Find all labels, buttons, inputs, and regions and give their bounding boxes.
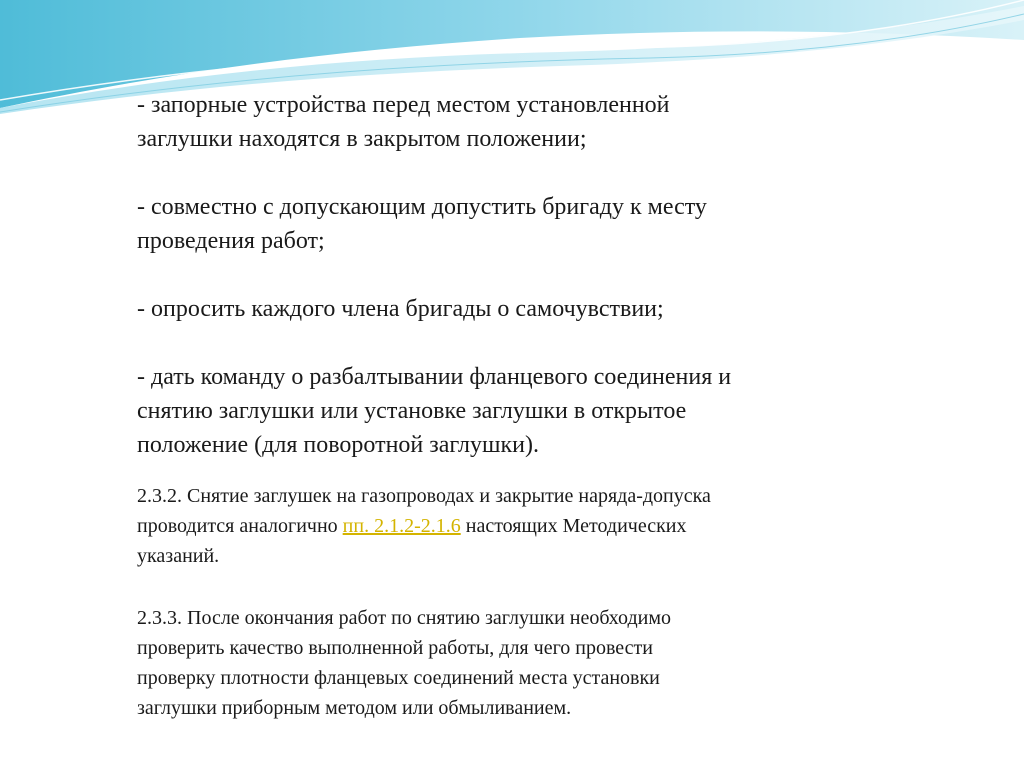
bullet-item <box>0 360 1024 462</box>
reference-link[interactable]: пп. 2.1.2-2.1.6 <box>342 515 461 537</box>
bullet-item <box>0 292 1024 326</box>
paragraph-line: проверить качество выполненной работы, для чего провести <box>137 637 653 659</box>
paragraph-line: заглушки приборным методом или обмыливанием. <box>137 697 572 719</box>
bullet-line: - дать команду о разбалтывании фланцевого соединения и <box>137 364 732 390</box>
upper-text-block <box>0 88 1024 462</box>
bullet-line: - запорные устройства перед местом установленной <box>137 92 670 118</box>
bullet-item <box>0 190 1024 258</box>
paragraph-line: проверку плотности фланцевых соединений места установки <box>137 667 660 689</box>
paragraph-line: настоящих Методических <box>460 515 687 537</box>
bullet-item <box>0 88 1024 156</box>
bullet-line: проведения работ; <box>137 228 325 254</box>
bullet-line: - совместно с допускающим допустить бригаду к месту <box>137 194 707 220</box>
paragraph-line: указаний. <box>137 545 220 567</box>
paragraph-2-3-3 <box>0 603 1024 723</box>
paragraph-2-3-2 <box>0 481 1024 571</box>
bullet-line: - опросить каждого члена бригады о самочувствии; <box>137 296 664 322</box>
bullet-line: заглушки находятся в закрытом положении; <box>137 126 587 152</box>
bullet-line: положение (для поворотной заглушки). <box>137 432 539 458</box>
paragraph-line: 2.3.3. После окончания работ по снятию заглушки необходимо <box>137 607 671 629</box>
paragraph-line: 2.3.2. Снятие заглушек на газопроводах и закрытие наряда-допуска <box>137 485 711 507</box>
paragraph-line: проводится аналогично <box>137 515 343 537</box>
bullet-line: снятию заглушки или установке заглушки в открытое <box>137 398 687 424</box>
lower-text-block <box>0 481 1024 755</box>
